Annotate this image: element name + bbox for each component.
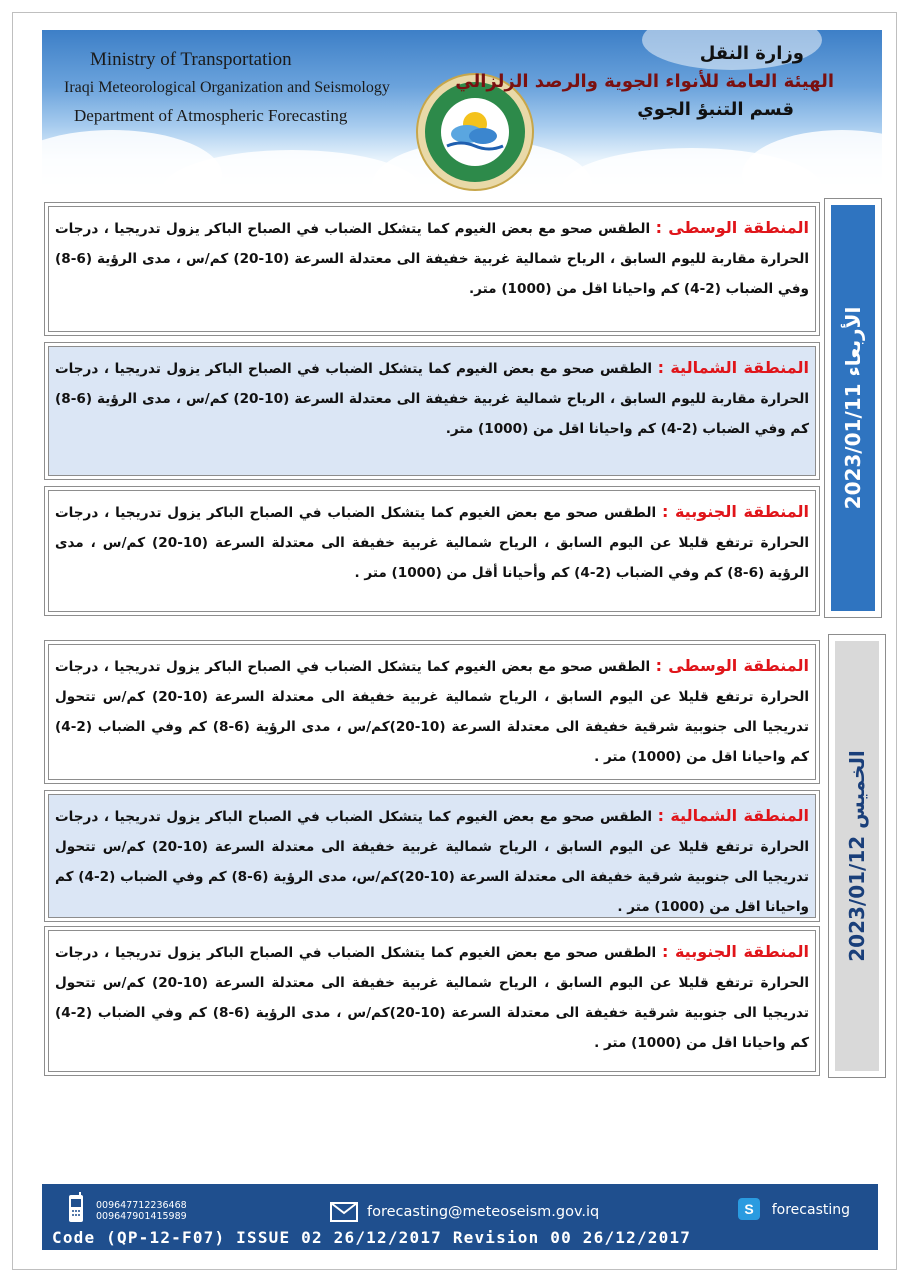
phone-numbers (96, 1200, 187, 1222)
forecast-text: الطقس صحو مع بعض الغيوم كما يتشكل الضباب في الصباح الباكر يزول تدريجيا ، درجات الحرارة ترتفع قليلا عن اليوم السابق ، الرياح شمالية غربية خفيفة الى معتدلة السرعة (10-20) كم/س تتحول تدريجيا الى جنوبية شرقية خفيفة الى معتدلة السرعة (10-20)كم/س ، مدى الرؤية (6-8) كم وفي الضباب (2-4) كم واحيانا اقل من (1000) متر . (55, 945, 809, 1051)
ministry-name-en: Ministry of Transportation (90, 49, 292, 70)
skype-icon (738, 1198, 760, 1220)
forecast-text: الطقس صحو مع بعض الغيوم كما يتشكل الضباب في الصباح الباكر يزول تدريجيا ، درجات الحرارة ترتفع قليلا عن اليوم السابق ، الرياح شمالية غربية خفيفة الى معتدلة السرعة (10-20) كم/س تتحول تدريجيا الى جنوبية شرقية خفيفة الى معتدلة السرعة (10-20)كم/س ، مدى الرؤية (6-8) كم وفي الضباب (2-4) كم واحيانا اقل من (1000) متر . (55, 659, 809, 765)
footer-bar (42, 1184, 878, 1250)
day1-date-label: الأربعاء 2023/01/11 (841, 306, 865, 510)
day2-date-label: الخميس 2023/01/12 (845, 750, 869, 962)
day2-region-south (44, 926, 820, 1076)
phone-number-2: 009647901415989 (96, 1211, 187, 1222)
skype-account[interactable]: forecasting (771, 1202, 850, 1218)
day2-region-central (44, 640, 820, 784)
region-name: المنطقة الوسطى : (655, 656, 810, 675)
header-banner (42, 30, 882, 192)
header-arabic (455, 40, 834, 124)
forecast-text: الطقس صحو مع بعض الغيوم كما يتشكل الضباب في الصباح الباكر يزول تدريجيا ، درجات الحرارة مقاربة لليوم السابق ، الرياح شمالية غربية خفيفة الى معتدلة السرعة (10-20) كم/س ، مدى الرؤية (6-8) كم وفي الضباب (2-4) كم واحيانا اقل من (1000) متر. (55, 361, 809, 437)
region-name: المنطقة الجنوبية : (661, 942, 810, 961)
region-name: المنطقة الشمالية : (657, 806, 810, 825)
region-name: المنطقة الشمالية : (657, 358, 810, 377)
header-english (50, 46, 390, 130)
email-envelope-icon (330, 1202, 358, 1222)
department-name-en: Department of Atmospheric Forecasting (74, 106, 348, 125)
day2-region-north (44, 790, 820, 922)
forecast-text: الطقس صحو مع بعض الغيوم كما يتشكل الضباب في الصباح الباكر يزول تدريجيا ، درجات الحرارة ترتفع قليلا عن اليوم السابق ، الرياح شمالية غربية خفيفة الى معتدلة السرعة (10-20) كم/س تتحول تدريجيا الى جنوبية شرقية خفيفة الى معتدلة السرعة (10-20)كم/س، مدى الرؤية (6-8) كم وفي الضباب (2-4) كم واحيانا اقل من (1000) متر . (55, 809, 810, 915)
organization-name-en: Iraqi Meteorological Organization and Seismology (64, 79, 390, 96)
ministry-name-ar: وزارة النقل (699, 43, 804, 64)
svg-text:S: S (744, 1201, 754, 1217)
day2-date-panel (828, 634, 886, 1078)
day1-region-north (44, 342, 820, 480)
forecast-text: الطقس صحو مع بعض الغيوم كما يتشكل الضباب في الصباح الباكر يزول تدريجيا ، درجات الحرارة ترتفع قليلا عن اليوم السابق ، الرياح شمالية غربية خفيفة الى معتدلة السرعة (10-20) كم/س ، مدى الرؤية (6-8) كم وفي الضباب (2-4) كم وأحيانا أقل من (1000) متر . (55, 505, 809, 581)
day1-region-south (44, 486, 820, 616)
day1-date-panel (824, 198, 882, 618)
document-code: Code (QP-12-F07) ISSUE 02 26/12/2017 Revision 00 26/12/2017 (52, 1228, 692, 1247)
department-name-ar: قسم التنبؤ الجوي (637, 99, 794, 120)
organization-name-ar: الهيئة العامة للأنواء الجوية والرصد الزلزالي (455, 71, 834, 92)
forecast-text: الطقس صحو مع بعض الغيوم كما يتشكل الضباب في الصباح الباكر يزول تدريجيا ، درجات الحرارة مقاربة لليوم السابق ، الرياح شمالية غربية خفيفة الى معتدلة السرعة (10-20) كم/س ، مدى الرؤية (6-8) وفي الضباب (2-4) كم واحيانا اقل من (1000) متر. (55, 221, 809, 297)
phone-number-1: 009647712236468 (96, 1200, 187, 1211)
region-name: المنطقة الوسطى : (655, 218, 810, 237)
contact-email[interactable]: forecasting@meteoseism.gov.iq (367, 1204, 600, 1220)
day1-region-central (44, 202, 820, 336)
region-name: المنطقة الجنوبية : (661, 502, 810, 521)
mobile-phone-icon (66, 1192, 86, 1224)
